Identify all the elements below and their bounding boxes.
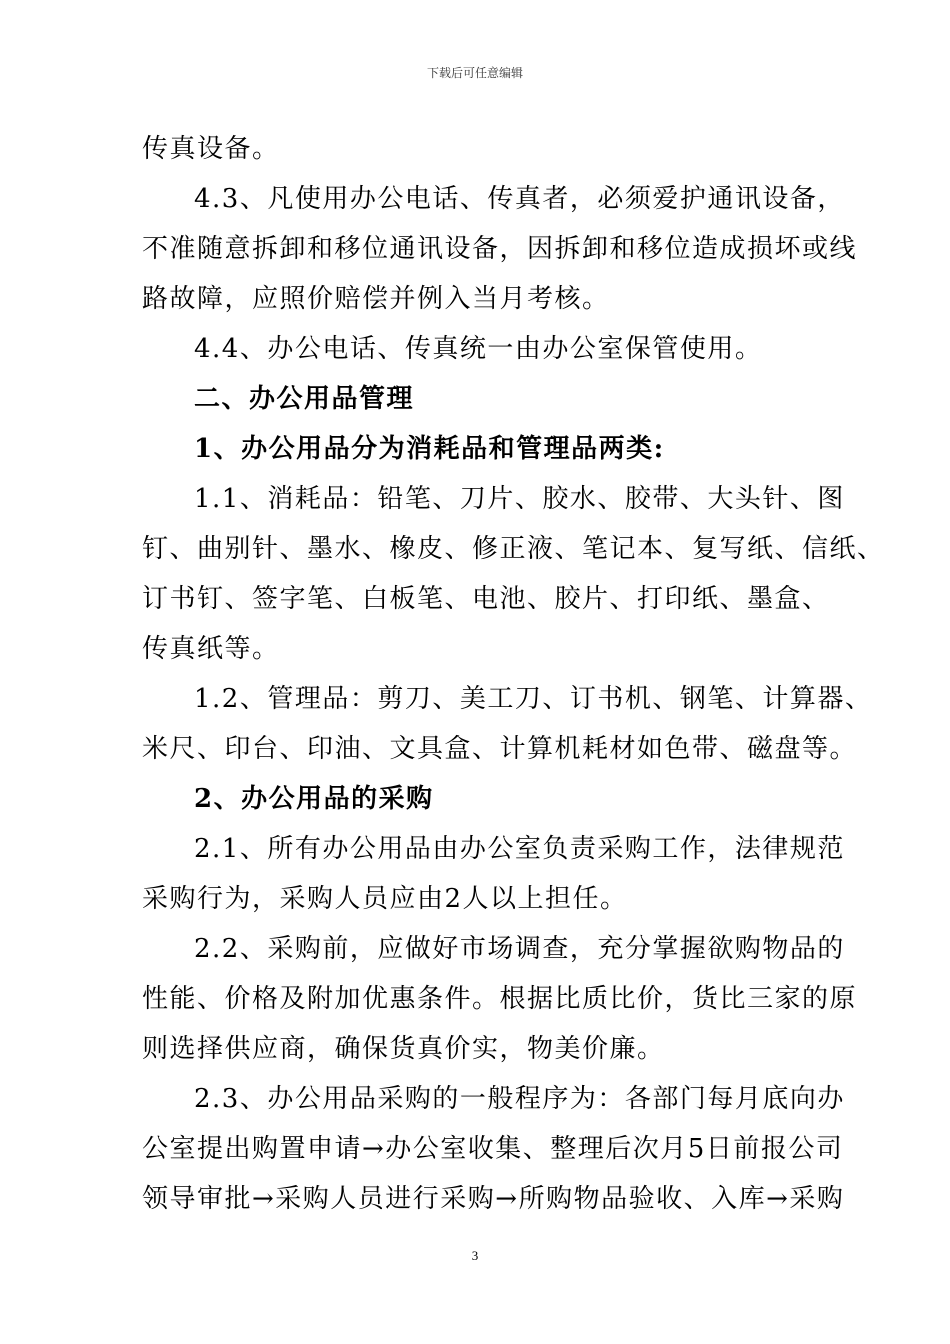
text-line: 路故障，应照价赔偿并例入当月考核。 <box>142 284 610 314</box>
paragraph-2-2: 2.2、采购前，应做好市场调查，充分掌握欲购物品的 <box>194 934 845 964</box>
text-line: 传真设备。 <box>142 134 280 164</box>
text-line: 领导审批→采购人员进行采购→所购物品验收、入库→采购 <box>142 1184 845 1214</box>
section-heading: 二、办公用品管理 <box>194 384 415 414</box>
paragraph-4-3: 4.3、凡使用办公电话、传真者，必须爱护通讯设备， <box>194 184 845 214</box>
document-body <box>142 124 885 1224</box>
paragraph-1-1: 1.1、消耗品：铅笔、刀片、胶水、胶带、大头针、图 <box>194 484 845 514</box>
text-line: 不准随意拆卸和移位通讯设备，因拆卸和移位造成损坏或线 <box>142 234 858 264</box>
subsection-heading: 1、办公用品分为消耗品和管理品两类: <box>194 434 665 464</box>
text-line: 钉、曲别针、墨水、橡皮、修正液、笔记本、复写纸、信纸、 <box>142 534 885 564</box>
text-line: 公室提出购置申请→办公室收集、整理后次月5日前报公司 <box>142 1134 844 1164</box>
text-line: 传真纸等。 <box>142 634 280 664</box>
page-header: 下载后可任意编辑 <box>426 66 523 80</box>
paragraph-2-1: 2.1、所有办公用品由办公室负责采购工作，法律规范 <box>194 834 845 864</box>
text-line: 订书钉、签字笔、白板笔、电池、胶片、打印纸、墨盒、 <box>142 584 830 614</box>
subsection-heading: 2、办公用品的采购 <box>194 784 434 814</box>
text-line: 则选择供应商，确保货真价实，物美价廉。 <box>142 1034 665 1064</box>
paragraph-4-4: 4.4、办公电话、传真统一由办公室保管使用。 <box>194 334 763 364</box>
page-number: 3 <box>471 1248 479 1263</box>
text-line: 采购行为，采购人员应由2人以上担任。 <box>142 884 628 914</box>
paragraph-1-2: 1.2、管理品：剪刀、美工刀、订书机、钢笔、计算器、 <box>194 684 873 714</box>
text-line: 米尺、印台、印油、文具盒、计算机耗材如色带、磁盘等。 <box>142 734 858 764</box>
text-line: 性能、价格及附加优惠条件。根据比质比价，货比三家的原 <box>142 984 858 1014</box>
paragraph-2-3: 2.3、办公用品采购的一般程序为：各部门每月底向办 <box>194 1084 845 1114</box>
